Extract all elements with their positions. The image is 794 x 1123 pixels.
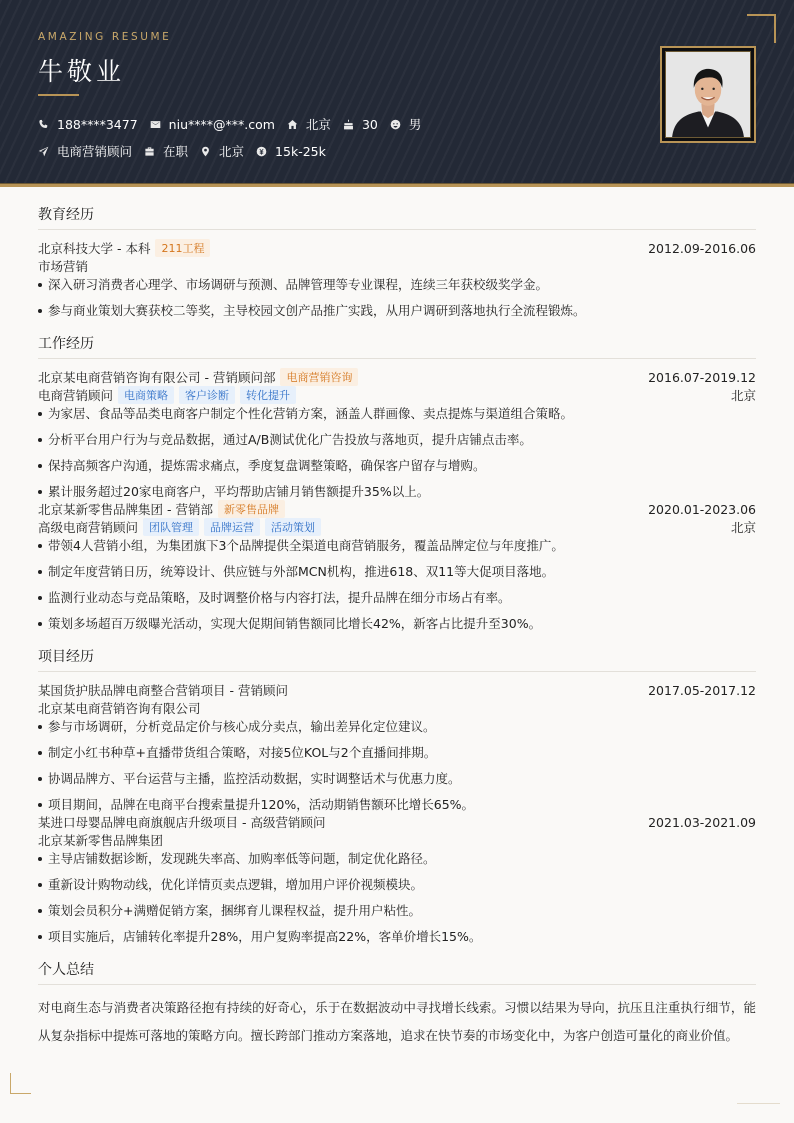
- list-item: 为家居、食品等品类电商客户制定个性化营销方案，涵盖人群画像、卖点提炼与渠道组合策略。: [38, 406, 756, 422]
- salary-text: 15k-25k: [275, 143, 326, 159]
- profile-photo: [665, 51, 751, 138]
- location-item: [287, 115, 331, 133]
- list-item: 分析平台用户行为与竞品数据，通过A/B测试优化广告投放与落地页，提升店铺点击率。: [38, 432, 756, 448]
- industry-tag: 电商营销咨询: [280, 368, 358, 386]
- summary-section: [38, 959, 756, 1050]
- section-title-projects: 项目经历: [38, 646, 756, 672]
- project-org-row: [38, 699, 756, 717]
- education-date: 2012.09-2016.06: [648, 240, 756, 256]
- project-name: 某进口母婴品牌电商旗舰店升级项目 - 高级营销顾问: [38, 815, 326, 830]
- gender-text: 男: [408, 117, 422, 132]
- profile-photo-frame: [660, 46, 756, 143]
- project-entry-header: [38, 813, 756, 831]
- skill-tag: 客户诊断: [179, 386, 235, 404]
- person-portrait-icon: [666, 52, 750, 137]
- briefcase-icon: [144, 146, 155, 157]
- email-item: [150, 117, 275, 132]
- section-title-summary: 个人总结: [38, 959, 756, 985]
- age-item: [343, 117, 378, 132]
- target-city-item: [200, 142, 244, 160]
- location-pin-icon: [200, 146, 211, 157]
- skill-tag: 转化提升: [240, 386, 296, 404]
- phone-text: 188****3477: [57, 116, 138, 132]
- work-section: [38, 333, 756, 632]
- bottom-right-line: [737, 1103, 780, 1104]
- email-icon: [150, 119, 161, 130]
- list-item: 策划会员积分+满赠促销方案，捆绑育儿课程权益，提升用户粘性。: [38, 903, 756, 919]
- section-title-education: 教育经历: [38, 204, 756, 230]
- major-name: 市场营销: [38, 259, 89, 274]
- list-item: 参与商业策划大赛获校二等奖，主导校园文创产品推广实践，从用户调研到落地执行全流程锻炼。: [38, 303, 756, 319]
- resume-body: [38, 204, 756, 1064]
- list-item: 参与市场调研，分析竞品定价与核心成分卖点，输出差异化定位建议。: [38, 719, 756, 735]
- phone-item: [38, 117, 138, 132]
- location-text: 北京: [305, 117, 331, 132]
- work-position-row: [38, 518, 756, 536]
- project-org: 北京某新零售品牌集团: [38, 833, 164, 848]
- work-entry-header: [38, 500, 756, 518]
- work-city: 北京: [730, 520, 756, 535]
- project-entry-header: [38, 681, 756, 699]
- target-job-text: 电商营销顾问: [57, 144, 133, 159]
- school-tag: 211工程: [155, 239, 210, 257]
- contact-info-row: [38, 115, 433, 133]
- project-bullets: [38, 719, 756, 813]
- summary-text: 对电商生态与消费者决策路径抱有持续的好奇心，乐于在数据波动中寻找增长线索。习惯以结果为导向，抗压且注重执行细节，能从复杂指标中提炼可落地的策略方向。擅长跨部门推动方案落地，追求在快节奏的市场变化中，为客户创造可量化的商业价值。: [38, 1000, 756, 1043]
- list-item: 主导店铺数据诊断，发现跳失率高、加购率低等问题，制定优化路径。: [38, 851, 756, 867]
- skill-tag: 品牌运营: [204, 518, 260, 536]
- corner-ornament-bottom-left: [10, 1073, 31, 1094]
- resume-tagline: AMAZING RESUME: [38, 31, 172, 43]
- status-text: 在职: [163, 144, 189, 159]
- project-org-row: [38, 831, 756, 849]
- list-item: 项目期间，品牌在电商平台搜索量提升120%，活动期销售额环比增长65%。: [38, 797, 756, 813]
- salary-item: [256, 144, 326, 159]
- position-title: 高级电商营销顾问: [38, 520, 139, 535]
- list-item: 带领4人营销小组，为集团旗下3个品牌提供全渠道电商营销服务，覆盖品牌定位与年度推广。: [38, 538, 756, 554]
- phone-icon: [38, 119, 49, 130]
- work-entry-header: [38, 368, 756, 386]
- school-name: 北京科技大学 - 本科: [38, 241, 151, 256]
- list-item: 重新设计购物动线，优化详情页卖点逻辑，增加用户评价视频模块。: [38, 877, 756, 893]
- list-item: 保持高频客户沟通，提炼需求痛点，季度复盘调整策略，确保客户留存与增购。: [38, 458, 756, 474]
- list-item: 策划多场超百万级曝光活动，实现大促期间销售额同比增长42%，新客占比提升至30%。: [38, 616, 756, 632]
- list-item: 制定年度营销日历，统筹设计、供应链与外部MCN机构，推进618、双11等大促项目落地。: [38, 564, 756, 580]
- email-text: niu****@***.com: [168, 116, 275, 132]
- work-position-row: [38, 386, 756, 404]
- list-item: 项目实施后，店铺转化率提升28%，用户复购率提高22%，客单价增长15%。: [38, 929, 756, 945]
- list-item: 制定小红书种草+直播带货组合策略，对接5位KOL与2个直播间排期。: [38, 745, 756, 761]
- target-job-item: [38, 142, 132, 160]
- company-name: 北京某新零售品牌集团 - 营销部: [38, 502, 213, 517]
- education-major-row: [38, 257, 756, 275]
- header-gold-rule: [0, 183, 794, 187]
- work-date: 2020.01-2023.06: [648, 501, 756, 517]
- project-name: 某国货护肤品牌电商整合营销项目 - 营销顾问: [38, 683, 288, 698]
- section-title-work: 工作经历: [38, 333, 756, 359]
- gender-item: [390, 115, 422, 133]
- send-icon: [38, 146, 49, 157]
- skill-tag: 电商策略: [118, 386, 174, 404]
- corner-ornament-top-right: [747, 14, 776, 43]
- job-intent-row: [38, 142, 338, 160]
- list-item: 协调品牌方、平台运营与主播，监控活动数据，实时调整话术与优惠力度。: [38, 771, 756, 787]
- candidate-name: 牛敬业: [38, 57, 126, 86]
- work-bullets: [38, 406, 756, 500]
- money-icon: [256, 146, 267, 157]
- list-item: 累计服务超过20家电商客户，平均帮助店铺月销售额提升35%以上。: [38, 484, 756, 500]
- work-date: 2016.07-2019.12: [648, 369, 756, 385]
- project-date: 2017.05-2017.12: [648, 682, 756, 698]
- education-entry-header: [38, 239, 756, 257]
- education-bullets: [38, 277, 756, 319]
- industry-tag: 新零售品牌: [218, 500, 285, 518]
- name-underline: [38, 94, 79, 96]
- position-title: 电商营销顾问: [38, 388, 114, 403]
- resume-header: [0, 0, 794, 183]
- cake-icon: [343, 119, 354, 130]
- target-city-text: 北京: [219, 144, 245, 159]
- list-item: 监测行业动态与竞品策略，及时调整价格与内容打法，提升品牌在细分市场占有率。: [38, 590, 756, 606]
- project-org: 北京某电商营销咨询有限公司: [38, 701, 201, 716]
- skill-tag: 团队管理: [143, 518, 199, 536]
- education-section: [38, 204, 756, 319]
- work-bullets: [38, 538, 756, 632]
- project-section: [38, 646, 756, 945]
- status-item: [144, 142, 188, 160]
- work-city: 北京: [730, 388, 756, 403]
- project-date: 2021.03-2021.09: [648, 814, 756, 830]
- company-name: 北京某电商营销咨询有限公司 - 营销顾问部: [38, 370, 276, 385]
- skill-tag: 活动策划: [265, 518, 321, 536]
- age-text: 30: [361, 116, 378, 132]
- project-bullets: [38, 851, 756, 945]
- gender-icon: [390, 119, 401, 130]
- list-item: 深入研习消费者心理学、市场调研与预测、品牌管理等专业课程，连续三年获校级奖学金。: [38, 277, 756, 293]
- home-icon: [287, 119, 298, 130]
